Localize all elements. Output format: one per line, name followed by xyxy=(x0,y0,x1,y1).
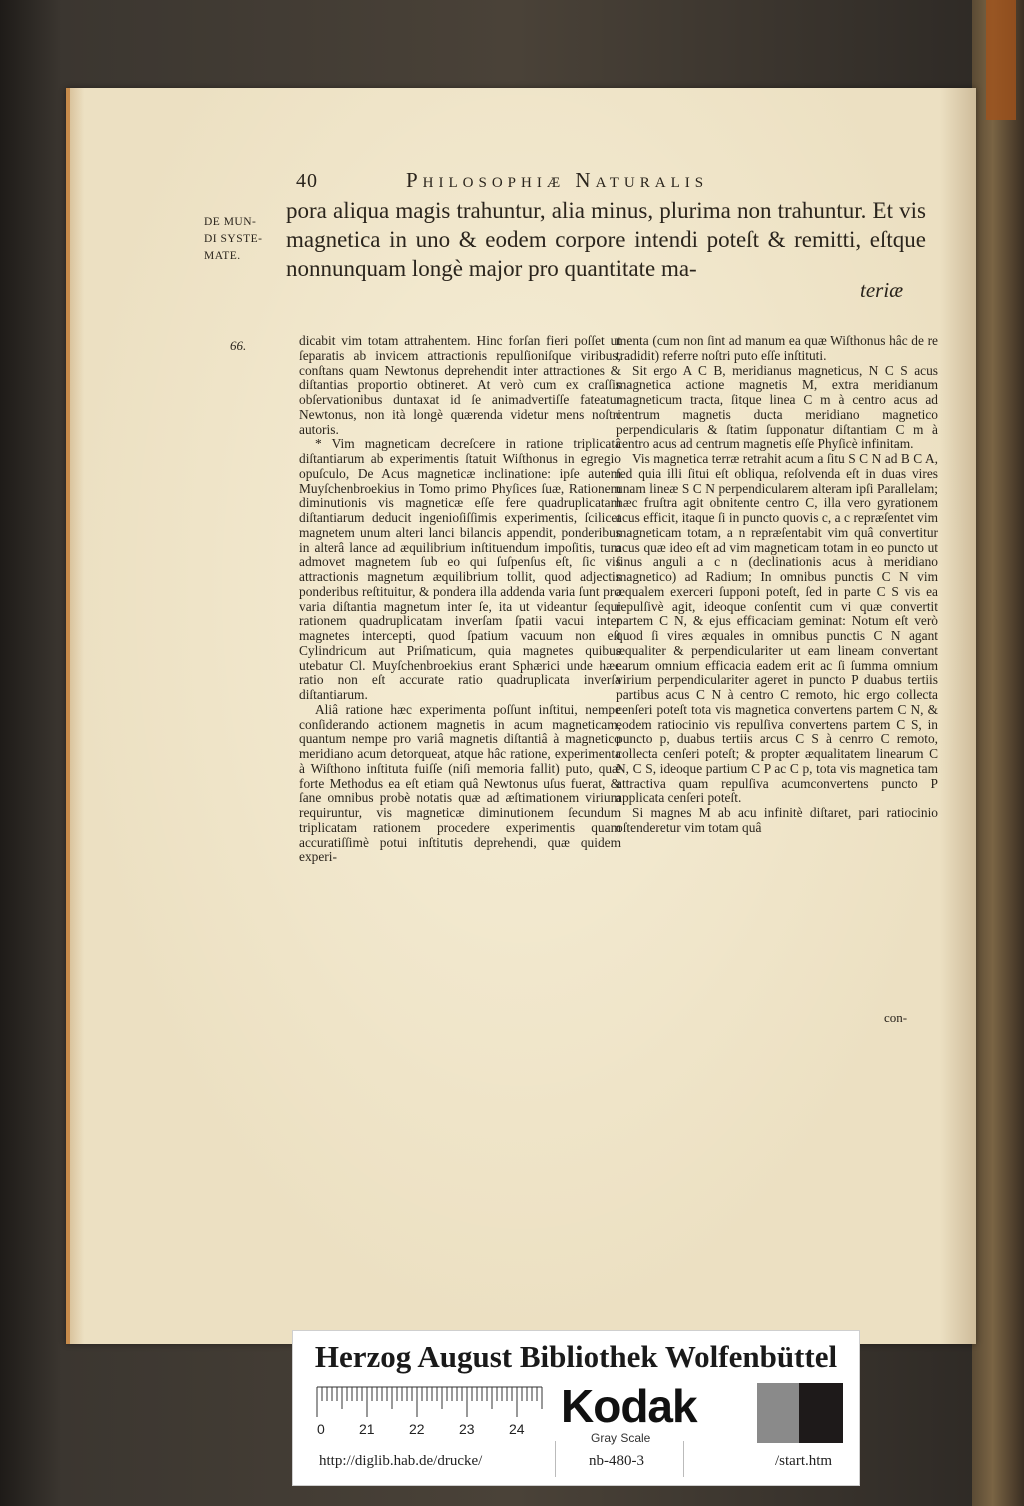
margin-note xyxy=(204,214,274,265)
ruler-label: 23 xyxy=(459,1421,475,1437)
catchword: teriæ xyxy=(860,278,904,302)
adjacent-volume-edge xyxy=(972,0,1024,1506)
note-paragraph: Aliâ ratione hæc experimenta poſſunt inſtitui, nempe conſiderando actionem magnetis in acum magneticam, quantum nempe pro variâ magnetis diſtantiâ à magnetico meridiano acum detorqueat, atque hâc ratione, experimenta à Wiſthono inſtituta fuiſſe (niſi memoria fallit) puto, quæ forte Methodus ea eſt etiam quâ Newtonus uſus fuerat, & ſane omnibus probè notatis quæ ad æſtimationem virium requiruntur, vis magneticæ diminutionem ſecundum triplicatam rationem procedere experimentis quam accuratiſſimè potui inſtitutis deprehendi, quæ quidem experi- xyxy=(299,701,621,865)
url-suffix[interactable]: /start.htm xyxy=(775,1453,833,1469)
marginal-number: 66. xyxy=(230,338,247,353)
ruler-label: 21 xyxy=(359,1421,375,1437)
note-paragraph: dicabit vim totam attrahentem. Hinc forſan fieri poſſet ut ſeparatis ab invicem attractionis repulſioniſque viribus, conſtans quam Newtonus deprehendit inter attractiones & diſtantias proportio obtineret. At verò cum ex craſſis obſervationibus duntaxat id ſe animadvertiſſe fateatur Newtonus, non ità longè quærenda videtur mens noſtri autoris. xyxy=(299,333,621,437)
gray-scale-label: Gray Scale xyxy=(591,1431,651,1445)
page-number: 40 xyxy=(296,170,318,192)
margin-note-line: DI SYSTE- xyxy=(204,233,263,245)
margin-note-line: DE MUN- xyxy=(204,216,257,228)
ruler-labels xyxy=(311,1421,551,1439)
ruler-label: 24 xyxy=(509,1421,525,1437)
library-title: Herzog August Bibliothek Wolfenbüttel xyxy=(314,1339,838,1374)
note-paragraph: Sit ergo A C B, meridianus magneticus, N C S acus magnetica actione magnetis M, extra meridianum magneticum tracta, ſitque linea C m à centro acus ad centrum magnetis ducta meridiano magnetico perpendicularis & ſtatim ſupponatur diſtantiam C m à centro acus ad centrum magnetis eſſe Phyſicè infinitam. xyxy=(616,362,938,452)
footer-url-row xyxy=(293,1453,859,1477)
running-title: Philosophiæ Naturalis xyxy=(406,168,709,192)
black-swatch xyxy=(799,1383,843,1443)
note-paragraph: * Vim magneticam decreſcere in ratione triplicatâ diſtantiarum ab experimentis ſtatuit Wiſthonus in egregio opuſculo, De Acus magneticæ inclinatione: ipſe autem Muyſchenbroekius in Tomo primo Phyſices ſuæ, Rationem diminutionis vis magneticæ eſſe fere quadruplicatam diſtantiarum deducit ingenioſiſſimis experimentis, ſcilicet magnetem unum alteri lanci bilancis appendit, ponderibus in alterâ lance ad æquilibrium inſtituendum impoſitis, tum admovet magnetem ſub eo qui ſuſpenſus eſt, ſic vis attractionis magnetum æquilibrium tollit, quod adjectis ponderibus reſtituitur, & pondera illa addenda varia ſunt pro varia diſtantia magnetum inter ſe, ita ut videantur ſequi rationem quadruplicatam inverſam ſpatii vacui inter magnetes intercepti, quod ſpatium vacuum non eſt Cylindricum aut Priſmaticum, quia magnetes quibus utebatur Cl. Muyſchenbroekius erant Sphærici unde hæc ratio non eſt accurate ratio quadruplicata inverſa diſtantiarum. xyxy=(299,436,621,702)
url-prefix[interactable]: http://diglib.hab.de/drucke/ xyxy=(319,1453,483,1469)
main-text-block: pora aliqua magis trahuntur, alia minus, plurima non trahuntur. Et vis magnetica in uno & eodem corpore intendi poteſt & remitti, eſtque nonnunquam longè major pro quantitate ma- xyxy=(286,198,926,281)
page-edge xyxy=(66,88,70,1344)
shelfmark: nb-480-3 xyxy=(589,1453,644,1469)
note-paragraph: menta (cum non ſint ad manum ea quæ Wiſthonus hâc de re tradidit) referre noſtri puto eſſe inſtituti. xyxy=(616,333,938,363)
ruler-label: 22 xyxy=(409,1421,425,1437)
gray-swatch xyxy=(757,1383,799,1443)
note-column-left xyxy=(299,334,621,865)
ruler-label: 0 xyxy=(317,1421,325,1437)
note-paragraph: Vis magnetica terræ retrahit acum a ſitu S C N ad B C A, ſed quia illi ſitui eſt obliqua, reſolvenda eſt in duas vires unam lineæ S C N perpendicularem alteram ipſi Parallelam; hæc fruſtra agit obnitente centro C, illa vero gyrationem acus efficit, itaque ſi in puncto quovis c, a c repræſentet vim magneticam totam, a n repræſentabit vim quâ convertitur acus quæ ideo eſt ad vim magneticam totam in eo puncto ut ſinus anguli a c n (declinationis acus à meridiano magnetico) ad Radium; In omnibus punctis C N vim æqualem exerceri ſupponi poteſt, ſed in parte C S vis ea repulſivè agit, ideoque conſentit cum vi quæ convertit partem C N, & ejus efficaciam geminat: Notum eſt verò quod ſi vires æquales in omnibus punctis C N agant æqualiter & perpendiculariter ut eam lineam convertant earum omnium efficacia eadem erit ac ſi ſumma omnium virium perpendiculariter ageret in puncto P duabus tertiis partibus acus C N à centro C remoto, hic ergo collecta cenſeri poteſt tota vis magnetica convertens partem C N, & eodem ratiocinio vis repulſiva convertens partem C S, in puncto p, duabus tertiis arcus C S à cenrro C remoto, collecta cenſeri poteſt; & propter æqualitatem linearum C N, C S, ideoque partium C P ac C p, tota vis magnetica tam attractiva quam repulſiva acumconvertens puncto P applicata cenſeri poteſt. xyxy=(616,451,938,806)
margin-note-line: MATE. xyxy=(204,250,241,262)
digitization-card xyxy=(292,1330,860,1486)
book-page xyxy=(66,88,976,1344)
kodak-logo: Kodak xyxy=(561,1380,697,1432)
note-paragraph: Si magnes M ab acu infinitè diſtaret, pari ratiocinio oſtenderetur vim totam quâ xyxy=(616,805,938,835)
note-column-right xyxy=(616,334,938,836)
catchword-bottom: con- xyxy=(884,1010,908,1025)
volume-spine-tab xyxy=(986,0,1016,120)
